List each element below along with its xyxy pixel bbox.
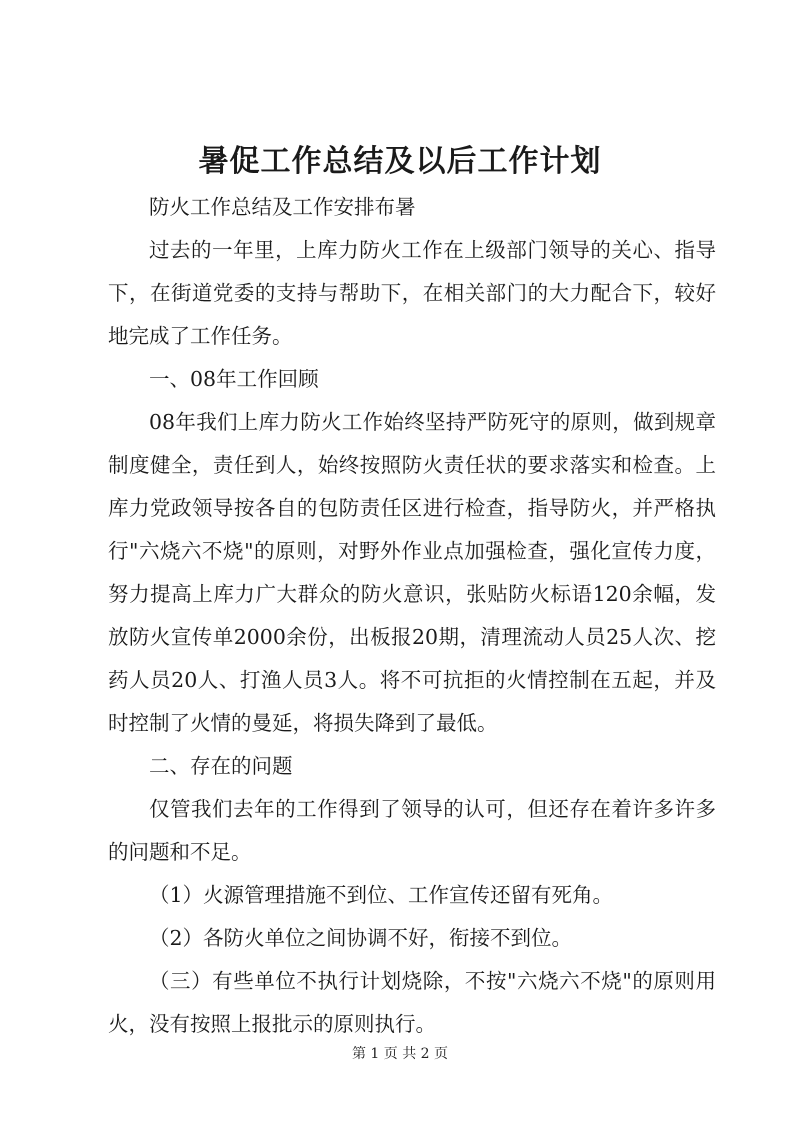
paragraph-subtitle: 防火工作总结及工作安排布暑 <box>149 195 416 219</box>
problem-item-1: （1）火源管理措施不到位、工作宣传还留有死角。 <box>149 883 614 907</box>
page-footer: 第 1 页 共 2 页 <box>351 1046 449 1062</box>
paragraph-intro: 过去的一年里，上库力防火工作在上级部门领导的关心、指导下，在街道党委的支持与帮助下，在相关部门的大力配合下，较好地完成了工作任务。 <box>108 238 716 348</box>
section-heading-review: 一、08年工作回顾 <box>149 367 319 391</box>
document-body <box>108 186 716 1046</box>
problem-item-2: （2）各防火单位之间协调不好，衔接不到位。 <box>149 926 573 950</box>
paragraph-review: 08年我们上库力防火工作始终坚持严防死守的原则，做到规章制度健全，责任到人，始终按照防火责任状的要求落实和检查。上库力党政领导按各自的包防责任区进行检查，指导防火，并严格执行"六烧六不烧"的原则，对野外作业点加强检查，强化宣传力度，努力提高上库力广大群众的防火意识，张贴防火标语120余幅，发放防火宣传单2000余份，出板报20期，清理流动人员25人次、挖药人员20人、打渔人员3人。将不可抗拒的火情控制在五起，并及时控制了火情的曼延，将损失降到了最低。 <box>108 410 716 735</box>
paragraph-problems: 仅管我们去年的工作得到了领导的认可，但还存在着许多许多的问题和不足。 <box>108 797 716 864</box>
problem-item-3: （三）有些单位不执行计划烧除，不按"六烧六不烧"的原则用火，没有按照上报批示的原则执行。 <box>108 969 716 1036</box>
document-title: 暑促工作总结及以后工作计划 <box>198 144 602 179</box>
section-heading-problems: 二、存在的问题 <box>149 754 293 778</box>
